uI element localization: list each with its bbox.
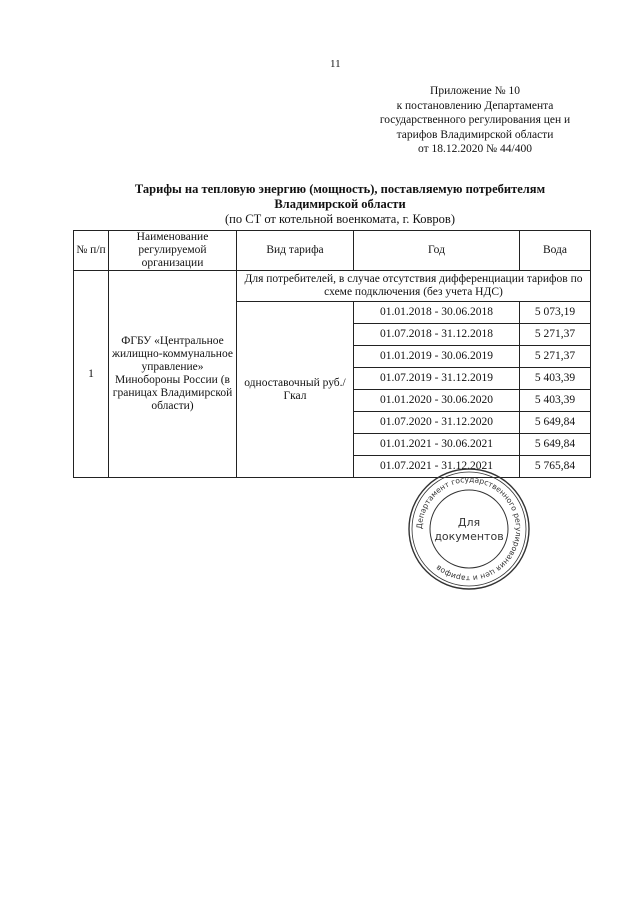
stamp-seal (406, 466, 532, 592)
period-cell: 01.07.2020 - 31.12.2020 (354, 412, 520, 434)
stamp-inner-ring (430, 490, 508, 568)
stamp-outer-ring (409, 469, 529, 589)
appendix-line: от 18.12.2020 № 44/400 (418, 143, 532, 155)
appendix-line: тарифов Владимирской области (396, 128, 554, 141)
period-cell: 01.01.2021 - 30.06.2021 (354, 434, 520, 456)
appendix-line: к постановлению Департамента (396, 99, 554, 112)
table-row (74, 271, 591, 302)
tariffs-table (73, 230, 591, 478)
water-price-cell: 5 649,84 (520, 412, 591, 434)
period-cell: 01.01.2019 - 30.06.2019 (354, 346, 520, 368)
official-stamp (406, 466, 532, 592)
header-year: Год (354, 231, 520, 271)
water-price-cell: 5 765,84 (520, 456, 591, 478)
period-cell: 01.07.2021 - 31.12.2021 (354, 456, 520, 478)
header-org: Наименование регулируемой организации (109, 231, 237, 271)
header-tariff-type: Вид тарифа (237, 231, 354, 271)
header-num: № п/п (74, 231, 109, 271)
appendix-line: государственного регулирования цен и (379, 114, 571, 126)
consumers-note: Для потребителей, в случае отсутствия дифференциации тарифов по схеме подключения (без учета НДС) (237, 271, 591, 302)
title-line: Владимирской области (274, 197, 406, 211)
period-cell: 01.07.2019 - 31.12.2019 (354, 368, 520, 390)
water-price-cell: 5 271,37 (520, 346, 591, 368)
period-cell: 01.01.2018 - 30.06.2018 (354, 302, 520, 324)
table-header-row (74, 231, 591, 271)
tariff-type: одноставочный руб./Гкал (237, 302, 354, 478)
period-cell: 01.07.2018 - 31.12.2018 (354, 324, 520, 346)
water-price-cell: 5 403,39 (520, 368, 591, 390)
stamp-center-text-1: Для (457, 516, 481, 529)
stamp-outer-ring-inner (412, 472, 526, 586)
stamp-center-text-2: документов (434, 530, 504, 543)
water-price-cell: 5 649,84 (520, 434, 591, 456)
water-price-cell: 5 271,37 (520, 324, 591, 346)
title-subline: (по СТ от котельной военкомата, г. Ковров) (225, 212, 455, 226)
title-line: Тарифы на тепловую энергию (мощность), поставляемую потребителям (134, 182, 546, 196)
water-price-cell: 5 073,19 (520, 302, 591, 324)
organization-name: ФГБУ «Центральное жилищно-коммунальное управление» Минобороны России (в границах Владимирской области) (109, 271, 237, 478)
document-title (80, 182, 600, 227)
period-cell: 01.01.2020 - 30.06.2020 (354, 390, 520, 412)
stamp-ring-text: Департамент государственного регулирования цен и тарифов (414, 474, 524, 584)
appendix-header (340, 84, 610, 157)
header-water: Вода (520, 231, 591, 271)
appendix-line: Приложение № 10 (430, 85, 520, 97)
water-price-cell: 5 403,39 (520, 390, 591, 412)
page-number: 11 (330, 58, 341, 70)
row-number: 1 (74, 271, 109, 478)
